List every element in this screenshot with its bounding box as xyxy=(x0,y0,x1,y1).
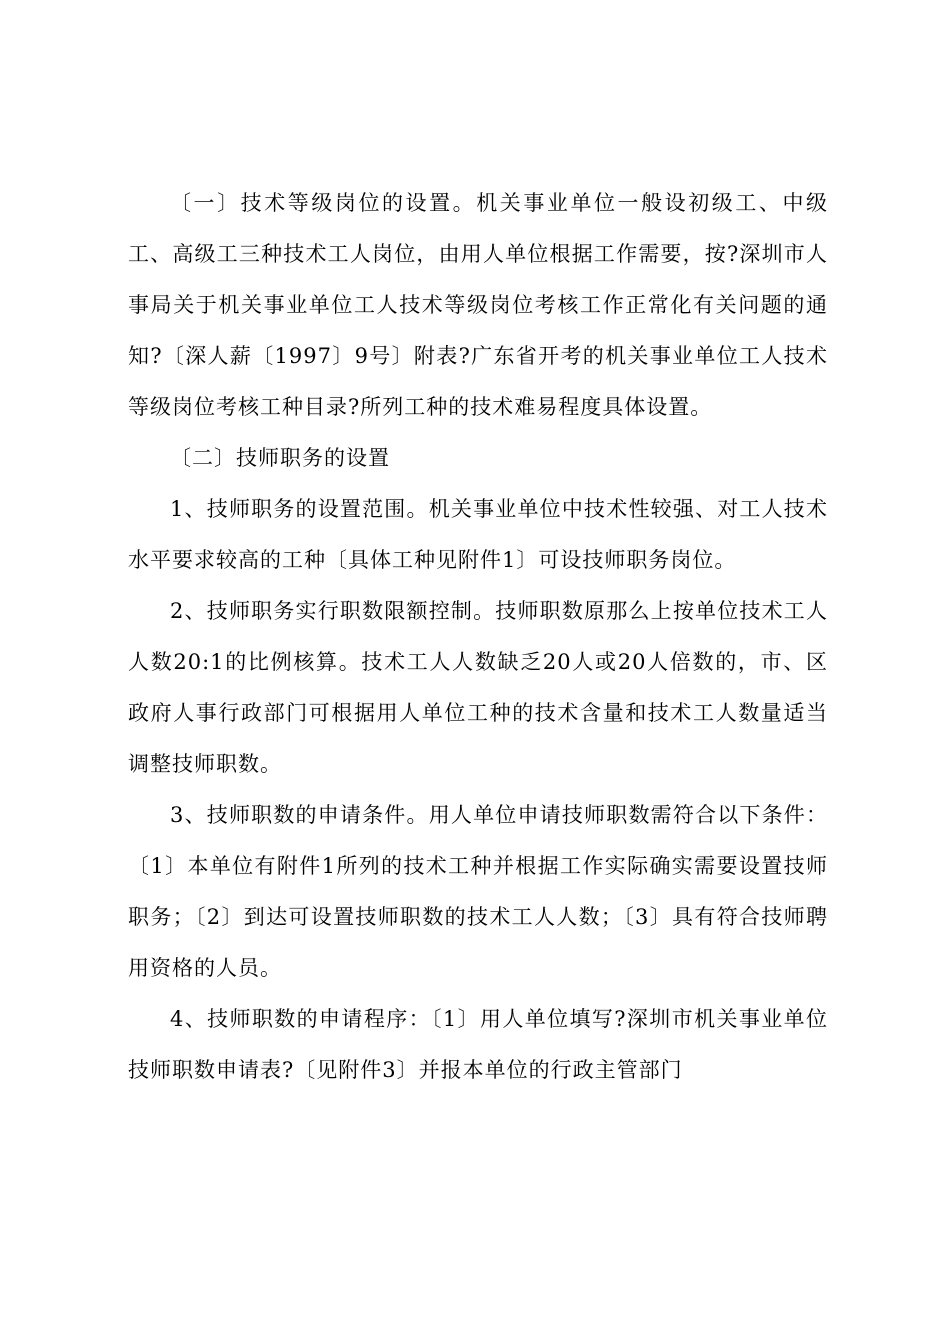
paragraph-application-procedure: 4、技师职数的申请程序：〔1〕用人单位填写?深圳市机关事业单位技师职数申请表?〔见附件3〕并报本单位的行政主管部门 xyxy=(128,1007,828,1082)
paragraph-technical-grade-posts: 〔一〕技术等级岗位的设置。机关事业单位一般设初级工、中级工、高级工三种技术工人岗位，由用人单位根据工作需要，按?深圳市人事局关于机关事业单位工人技术等级岗位考核工作正常化有关问题的通知?〔深人薪〔1997〕9号〕附表?广东省开考的机关事业单位工人技术等级岗位考核工种目录?所列工种的技术难易程度具体设置。 xyxy=(128,191,828,419)
paragraph-setup-scope: 1、技师职务的设置范围。机关事业单位中技术性较强、对工人技术水平要求较高的工种〔具体工种见附件1〕可设技师职务岗位。 xyxy=(128,497,828,572)
paragraph-application-conditions: 3、技师职数的申请条件。用人单位申请技师职数需符合以下条件：〔1〕本单位有附件1所列的技术工种并根据工作实际确实需要设置技师职务；〔2〕到达可设置技师职数的技术工人人数；〔3〕具有符合技师聘用资格的人员。 xyxy=(128,803,828,980)
paragraph-quota-control: 2、技师职务实行职数限额控制。技师职数原那么上按单位技术工人人数20:1的比例核算。技术工人人数缺乏20人或20人倍数的，市、区政府人事行政部门可根据用人单位工种的技术含量和技术工人数量适当调整技师职数。 xyxy=(128,599,828,776)
document-body xyxy=(128,178,828,1096)
paragraph-technician-heading: 〔二〕技师职务的设置 xyxy=(170,446,390,470)
